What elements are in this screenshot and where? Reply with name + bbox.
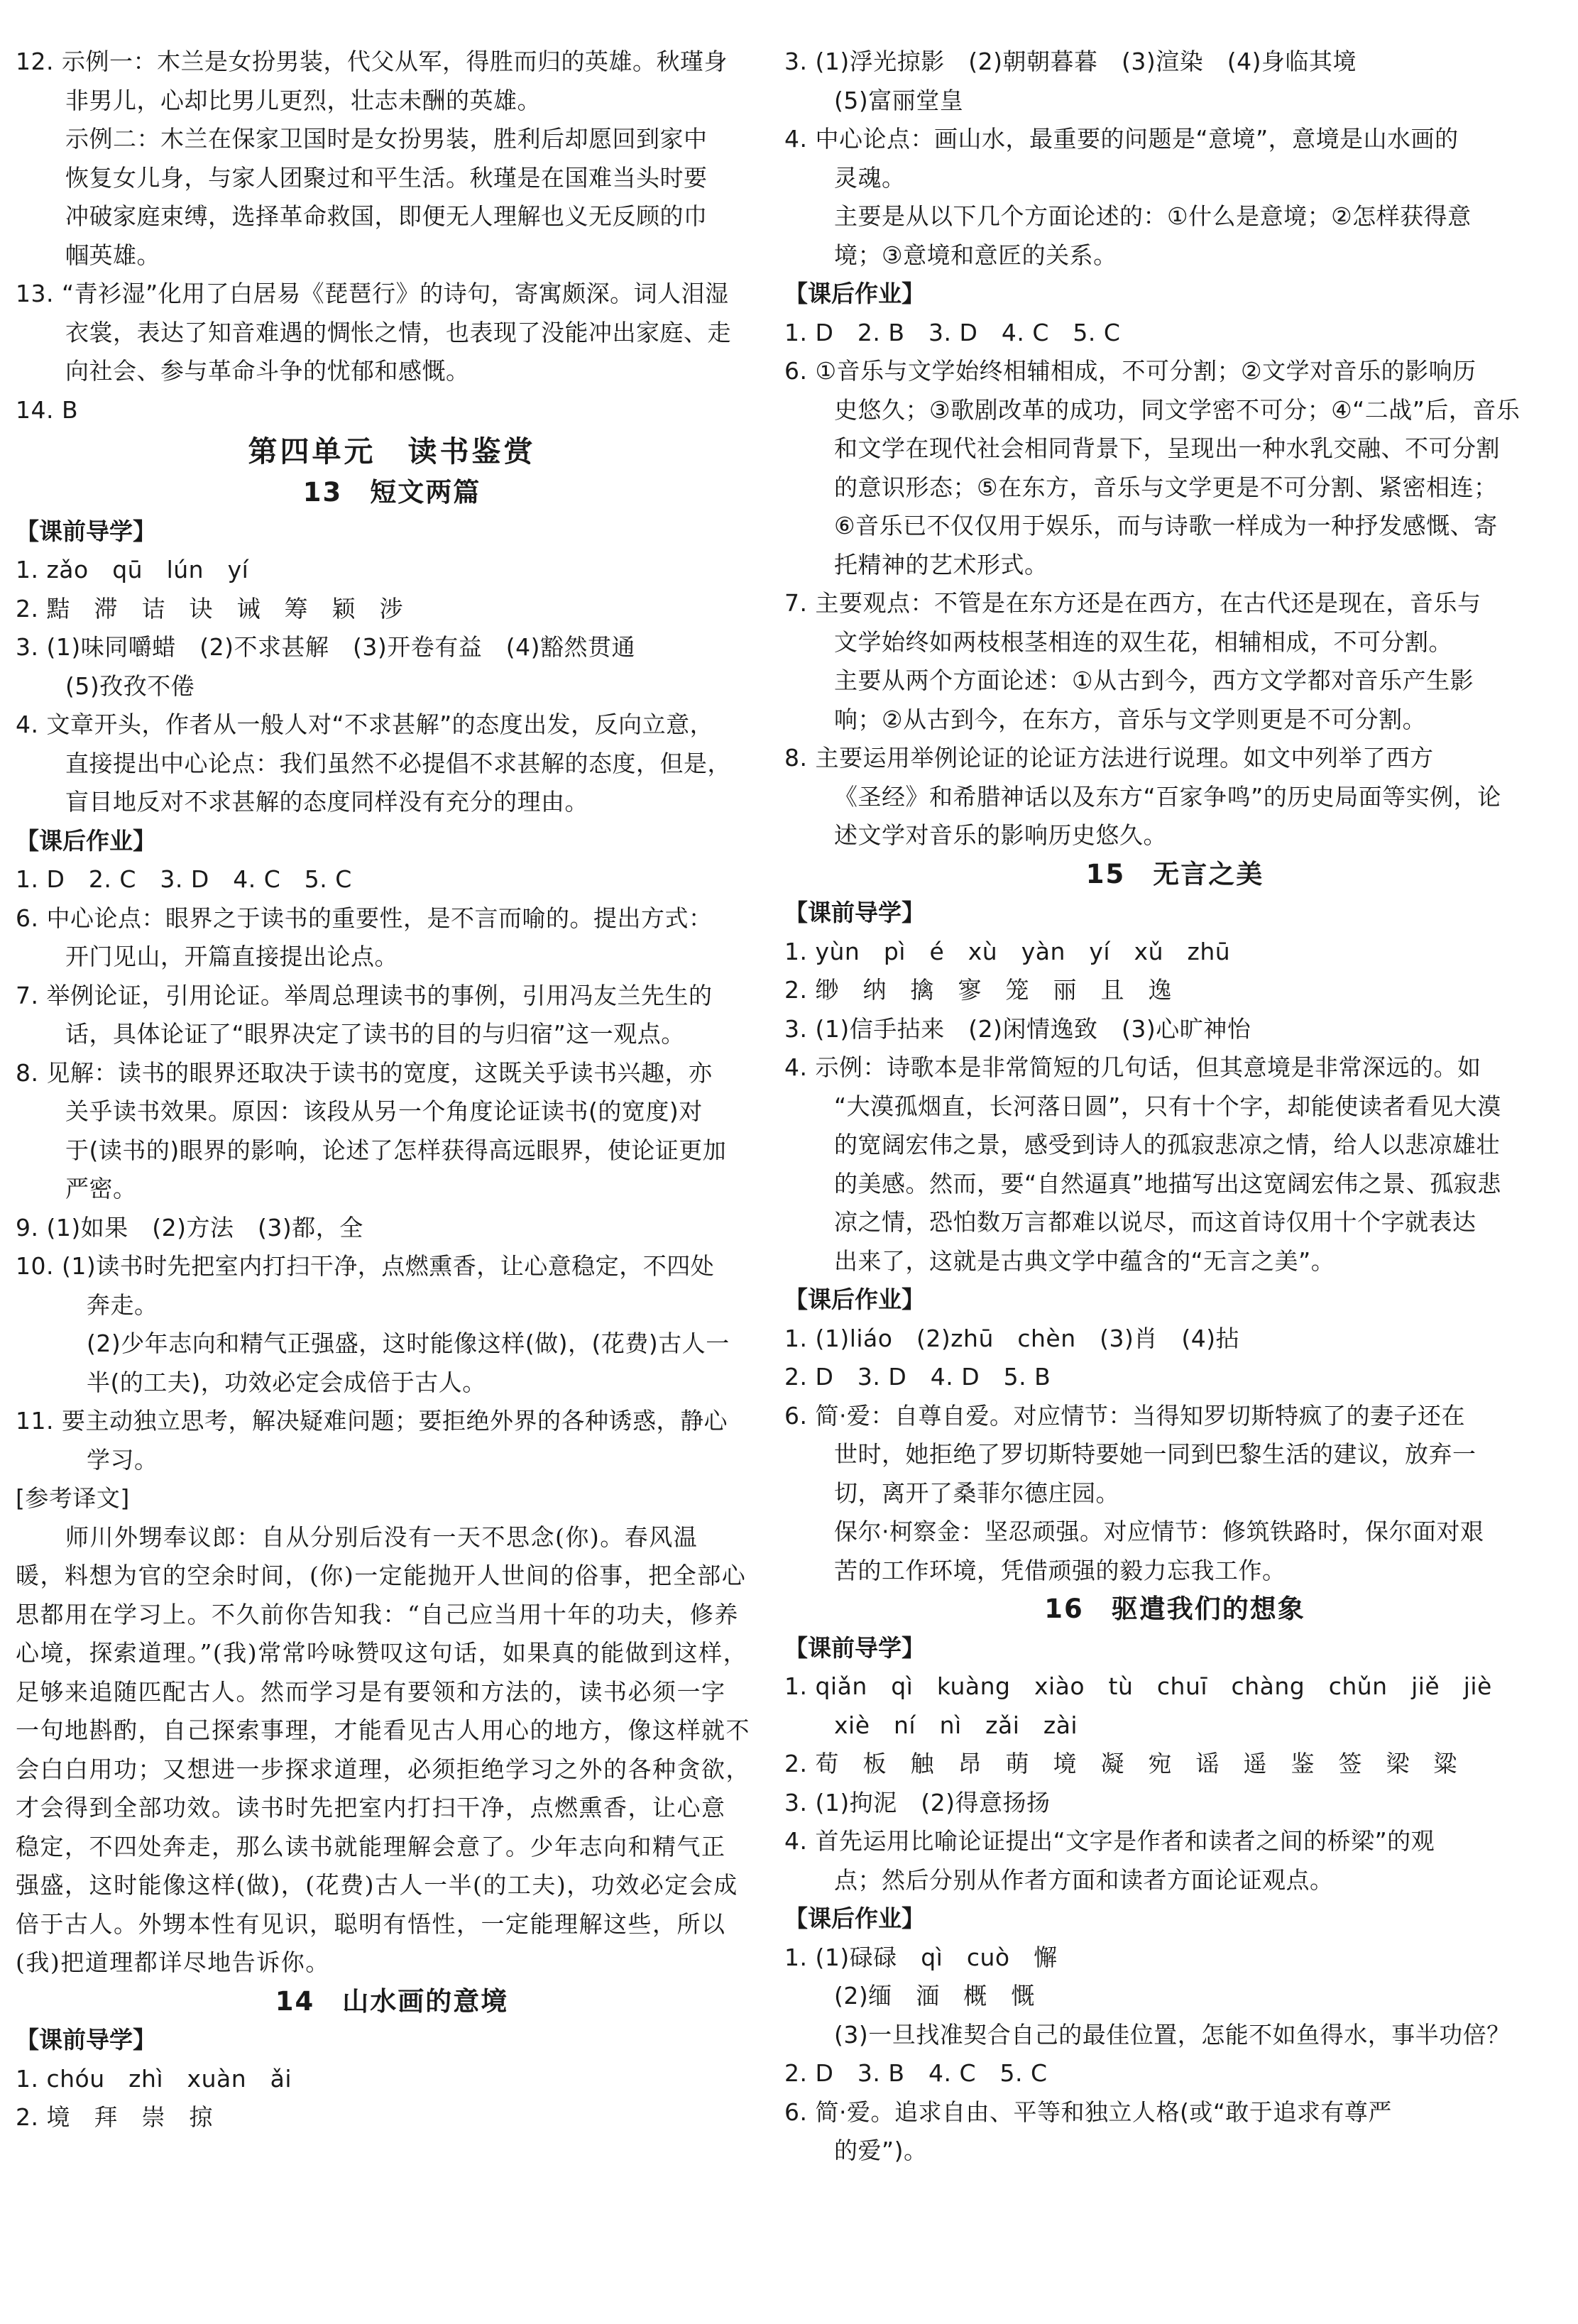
- text-line: 非男儿，心却比男儿更烈，壮志未酬的英雄。: [65, 86, 541, 114]
- section-heading: 14 山水画的意境: [275, 1985, 509, 2017]
- text-line: 保尔·柯察金：坚忍顽强。对应情节：修筑铁路时，保尔面对艰: [834, 1518, 1484, 1545]
- text-line: xiè ní nì zǎi zài: [834, 1711, 1078, 1739]
- text-line: 的宽阔宏伟之景，感受到诗人的孤寂悲凉之情，给人以悲凉雄壮: [834, 1131, 1500, 1158]
- text-line: 倍于古人。外甥本性有见识，聪明有悟性，一定能理解这些，所以: [16, 1909, 726, 1938]
- subsection-label: 【课后作业】: [784, 280, 925, 307]
- text-line: 1. D 2. B 3. D 4. C 5. C: [784, 318, 1121, 346]
- text-line: 主要是从以下几个方面论述的：①什么是意境；②怎样获得意: [834, 202, 1472, 230]
- text-line: 3. (1)浮光掠影 (2)朝朝暮暮 (3)渲染 (4)身临其境: [784, 48, 1357, 75]
- text-line: 述文学对音乐的影响历史悠久。: [834, 821, 1167, 849]
- text-line: (我)把道理都详尽地告诉你。: [16, 1948, 330, 1976]
- text-line: 6. 简·爱：自尊自爱。对应情节：当得知罗切斯特疯了的妻子还在: [784, 1401, 1465, 1430]
- text-line: 1. yùn pì é xù yàn yí xǔ zhū: [784, 937, 1231, 965]
- text-line: 的意识形态；⑤在东方，音乐与文学更是不可分割、紧密相连；: [834, 473, 1498, 501]
- text-line: 半(的工夫)，功效必定会成倍于古人。: [87, 1368, 486, 1396]
- text-line: 学习。: [87, 1445, 158, 1474]
- subsection-label: 【课前导学】: [16, 2026, 156, 2054]
- text-line: 11. 要主动独立思考，解决疑难问题；要拒绝外界的各种诱惑，静心: [16, 1407, 728, 1435]
- text-line: 2. 缈 纳 擒 寥 笼 丽 且 逸: [784, 976, 1172, 1004]
- text-line: 衣裳，表达了知音难遇的惆怅之情，也表现了没能冲出家庭、走: [65, 318, 731, 346]
- text-line: 示例二：木兰在保家卫国时是女扮男装，胜利后却愿回到家中: [65, 125, 708, 153]
- text-line: 6. ①音乐与文学始终相辅相成，不可分割；②文学对音乐的影响历: [784, 357, 1476, 385]
- subsection-label: 【课前导学】: [784, 899, 925, 926]
- text-line: 师川外甥奉议郎：自从分别后没有一天不思念(你)。春风温: [65, 1523, 698, 1551]
- text-line: 1. (1)liáo (2)zhū chèn (3)肖 (4)拈: [784, 1324, 1240, 1352]
- text-line: 恢复女儿身，与家人团聚过和平生活。秋瑾是在国难当头时要: [65, 163, 708, 192]
- right-column: [784, 43, 1565, 2171]
- text-line: 足够来追随匹配古人。然而学习是有要领和方法的，读书必须一字: [16, 1677, 726, 1706]
- text-line: 响；②从古到今，在东方，音乐与文学则更是不可分割。: [834, 705, 1427, 733]
- text-line: (3)一旦找准契合自己的最佳位置，怎能不如鱼得水，事半功倍？: [834, 2020, 1511, 2049]
- text-line: “大漠孤烟直，长河落日圆”，只有十个字，却能使读者看见大漠: [834, 1092, 1501, 1120]
- text-line: 7. 主要观点：不管是在东方还是在西方，在古代还是现在，音乐与: [784, 589, 1481, 617]
- text-line: 3. (1)拘泥 (2)得意扬扬: [784, 1788, 1051, 1816]
- text-line: 稳定，不四处奔走，那么读书就能理解会意了。少年志向和精气正: [16, 1832, 726, 1860]
- text-line: 强盛，这时能像这样(做)，(花费)古人一半(的工夫)，功效必定会成: [16, 1871, 738, 1899]
- text-line: 思都用在学习上。不久前你告知我：“自己应当用十年的功夫，修养: [16, 1600, 739, 1628]
- text-line: 于(读书的)眼界的影响，论述了怎样获得高远眼界，使论证更加: [65, 1136, 727, 1164]
- text-line: 1. chóu zhì xuàn ǎi: [16, 2064, 292, 2093]
- subsection-label: 【课后作业】: [784, 1286, 925, 1313]
- text-line: 向社会、参与革命斗争的忧郁和感慨。: [65, 357, 470, 385]
- text-line: 文学始终如两枝根茎相连的双生花，相辅相成，不可分割。: [834, 627, 1452, 656]
- section-heading: 13 短文两篇: [302, 477, 481, 508]
- text-line: 1. D 2. C 3. D 4. C 5. C: [16, 865, 352, 893]
- text-line: 7. 举例论证，引用论证。举周总理读书的事例，引用冯友兰先生的: [16, 981, 713, 1009]
- text-line: 才会得到全部功效。读书时先把室内打扫干净，点燃熏香，让心意: [16, 1794, 726, 1821]
- text-line: 2. D 3. D 4. D 5. B: [784, 1363, 1051, 1391]
- text-line: 2. D 3. B 4. C 5. C: [784, 2059, 1048, 2087]
- text-line: 和文学在现代社会相同背景下，呈现出一种水乳交融、不可分割: [834, 434, 1500, 462]
- text-line: [参考译文]: [16, 1484, 130, 1512]
- text-line: 2. 荀 板 触 昂 萌 境 凝 宛 谣 遥 鉴 签 梁 粱: [784, 1750, 1457, 1777]
- section-heading: 16 驱遣我们的想象: [1044, 1594, 1305, 1624]
- section-heading: 第四单元 读书鉴赏: [248, 434, 536, 468]
- text-line: 严密。: [65, 1175, 137, 1202]
- text-line: 3. (1)味同嚼蜡 (2)不求甚解 (3)开卷有益 (4)豁然贯通: [16, 633, 635, 661]
- text-line: 6. 中心论点：眼界之于读书的重要性，是不言而喻的。提出方式：: [16, 904, 713, 932]
- text-line: 4. 中心论点：画山水，最重要的问题是“意境”，意境是山水画的: [784, 125, 1459, 153]
- text-line: 点；然后分别从作者方面和读者方面论证观点。: [834, 1865, 1334, 1894]
- text-line: 8. 见解：读书的眼界还取决于读书的宽度，这既关乎读书兴趣，亦: [16, 1058, 713, 1087]
- subsection-label: 【课后作业】: [784, 1904, 925, 1932]
- text-line: 1. zǎo qū lún yí: [16, 556, 249, 583]
- text-line: 主要从两个方面论述：①从古到今，西方文学都对音乐产生影: [834, 667, 1474, 694]
- text-line: 帼英雄。: [65, 241, 160, 269]
- text-line: 8. 主要运用举例论证的论证方法进行说理。如文中列举了西方: [784, 744, 1434, 772]
- text-line: (2)缅 湎 概 慨: [834, 1982, 1035, 2010]
- text-line: 境；③意境和意匠的关系。: [834, 241, 1117, 269]
- text-line: 奔走。: [87, 1290, 158, 1319]
- text-line: 凉之情，恐怕数万言都难以说尽，而这首诗仅用十个字就表达: [834, 1208, 1476, 1236]
- text-line: 的爱”)。: [834, 2137, 928, 2164]
- text-line: 史悠久；③歌剧改革的成功，同文学密不可分；④“二战”后，音乐: [834, 395, 1521, 424]
- text-line: 的美感。然而，要“自然逼真”地描写出这宽阔宏伟之景、孤寂悲: [834, 1169, 1501, 1197]
- text-line: 托精神的艺术形式。: [834, 550, 1048, 579]
- text-line: 开门见山，开篇直接提出论点。: [65, 943, 398, 970]
- text-line: 出来了，这就是古典文学中蕴含的“无言之美”。: [834, 1246, 1335, 1275]
- subsection-label: 【课前导学】: [784, 1633, 925, 1662]
- text-line: 10. (1)读书时先把室内打扫干净，点燃熏香，让心意稳定，不四处: [16, 1252, 715, 1280]
- text-line: 直接提出中心论点：我们虽然不必提倡不求甚解的态度，但是，: [65, 749, 731, 777]
- text-line: 一句地斟酌，自己探索事理，才能看见古人用心的地方，像这样就不: [16, 1716, 750, 1744]
- text-line: 4. 示例：诗歌本是非常简短的几句话，但其意境是非常深远的。如: [784, 1053, 1481, 1081]
- text-line: 2. 黠 滞 诘 诀 诫 筹 颖 涉: [16, 594, 403, 623]
- text-line: 13. “青衫湿”化用了白居易《琵琶行》的诗句，寄寓颇深。词人泪湿: [16, 280, 729, 307]
- text-line: 世时，她拒绝了罗切斯特要她一同到巴黎生活的建议，放弃一: [834, 1440, 1476, 1468]
- text-line: 暖，料想为官的空余时间，(你)一定能抛开人世间的俗事，把全部心: [16, 1562, 747, 1589]
- text-line: 14. B: [16, 395, 79, 424]
- text-line: 4. 文章开头，作者从一般人对“不求甚解”的态度出发，反向立意，: [16, 711, 714, 738]
- text-line: 苦的工作环境，凭借顽强的毅力忘我工作。: [834, 1556, 1286, 1584]
- text-line: 心境，探索道理。”(我)常常吟咏赞叹这句话，如果真的能做到这样，: [16, 1639, 748, 1667]
- text-line: 切，离开了桑菲尔德庄园。: [834, 1479, 1119, 1507]
- text-line: 9. (1)如果 (2)方法 (3)都，全: [16, 1213, 363, 1242]
- section-heading: 15 无言之美: [1085, 858, 1264, 889]
- text-line: 2. 境 拜 崇 掠: [16, 2103, 213, 2131]
- text-line: 灵魂。: [834, 163, 906, 192]
- text-line: 4. 首先运用比喻论证提出“文字是作者和读者之间的桥梁”的观: [784, 1827, 1435, 1855]
- text-line: 话，具体论证了“眼界决定了读书的目的与归宿”这一观点。: [65, 1020, 685, 1048]
- text-line: 1. qiǎn qì kuàng xiào tù chuī chàng chǔn jiě jiè: [784, 1672, 1492, 1700]
- text-line: (5)孜孜不倦: [65, 672, 195, 700]
- left-column: [16, 43, 768, 2137]
- text-line: ⑥音乐已不仅仅用于娱乐，而与诗歌一样成为一种抒发感慨、寄: [834, 512, 1498, 539]
- text-line: 冲破家庭束缚，选择革命救国，即便无人理解也义无反顾的巾: [65, 202, 708, 230]
- text-line: (5)富丽堂皇: [834, 86, 964, 114]
- text-line: 6. 简·爱。追求自由、平等和独立人格(或“敢于追求有尊严: [784, 2098, 1392, 2126]
- text-line: 会白白用功；又想进一步探求道理，必须拒绝学习之外的各种贪欲，: [16, 1755, 750, 1783]
- text-line: 12. 示例一：木兰是女扮男装，代父从军，得胜而归的英雄。秋瑾身: [16, 48, 728, 75]
- text-line: 1. (1)碌碌 qì cuò 懈: [784, 1943, 1058, 1971]
- text-line: 《圣经》和希腊神话以及东方“百家争鸣”的历史局面等实例，论: [834, 782, 1501, 811]
- text-line: (2)少年志向和精气正强盛，这时能像这样(做)，(花费)古人一: [87, 1330, 730, 1357]
- text-line: 3. (1)信手拈来 (2)闲情逸致 (3)心旷神怡: [784, 1014, 1251, 1043]
- subsection-label: 【课前导学】: [16, 517, 156, 545]
- text-line: 盲目地反对不求甚解的态度同样没有充分的理由。: [65, 788, 588, 816]
- subsection-label: 【课后作业】: [16, 826, 156, 855]
- text-line: 关乎读书效果。原因：该段从另一个角度论证读书(的宽度)对: [65, 1097, 703, 1125]
